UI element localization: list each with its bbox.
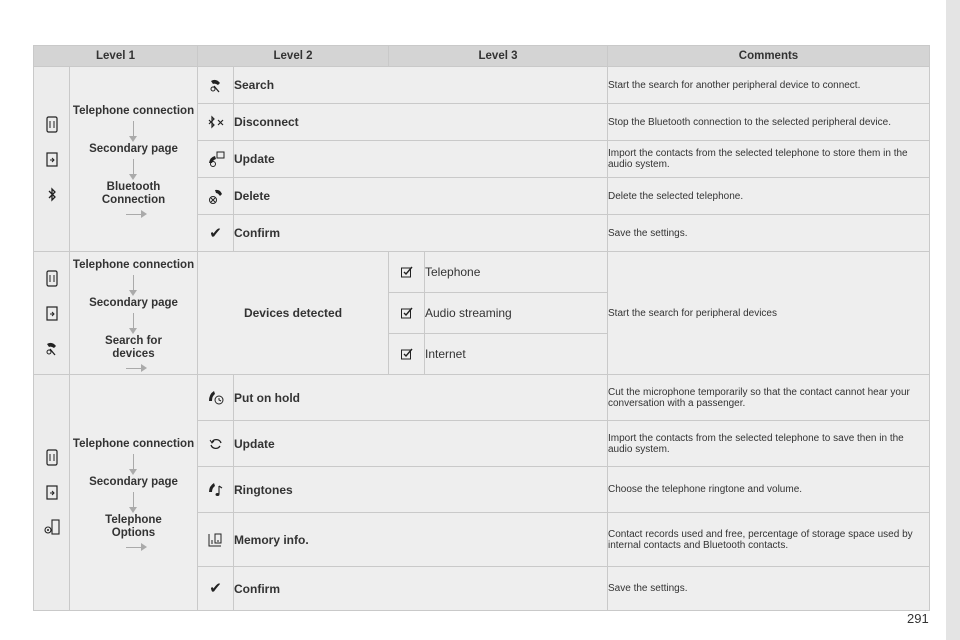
checkmark-icon[interactable]: ✔: [209, 580, 222, 597]
table-row: [34, 67, 930, 104]
row-icon-cell: [198, 513, 234, 567]
ringtone-icon[interactable]: [207, 481, 225, 498]
refresh-icon[interactable]: [207, 435, 225, 452]
option-audio-streaming[interactable]: Audio streaming: [425, 293, 608, 334]
menu-item-confirm[interactable]: Confirm: [234, 215, 608, 252]
header-level-1: Level 1: [34, 46, 198, 67]
phone-update-icon[interactable]: [207, 151, 225, 168]
bluetooth-icon: [43, 186, 61, 203]
checkbox-icon[interactable]: [398, 346, 416, 363]
option-icon-cell: [389, 252, 425, 293]
nav-icon-column: [34, 375, 70, 611]
bluetooth-disconnect-icon[interactable]: [207, 114, 225, 131]
right-arrow-icon: [126, 368, 142, 369]
secondary-page-icon: [43, 305, 61, 322]
page-number: 291: [907, 611, 929, 626]
down-arrow-icon: [133, 492, 134, 508]
menu-item-memory-info[interactable]: Memory info.: [234, 513, 608, 567]
nav-step-telephone-options: Telephone Options: [105, 514, 162, 539]
nav-icon-column: [34, 252, 70, 375]
phone-options-icon: [43, 519, 61, 536]
comment-text: Stop the Bluetooth connection to the selected peripheral device.: [608, 104, 930, 141]
down-arrow-icon: [133, 275, 134, 291]
row-icon-cell: [198, 104, 234, 141]
nav-step-search-for-devices: Search for devices: [105, 334, 162, 360]
comment-text: Save the settings.: [608, 567, 930, 611]
nav-step-secondary-page: Secondary page: [89, 476, 178, 488]
secondary-page-icon: [43, 484, 61, 501]
nav-step-telephone-connection: Telephone connection: [72, 104, 195, 117]
row-icon-cell: [198, 67, 234, 104]
menu-item-disconnect[interactable]: Disconnect: [234, 104, 608, 141]
nav-step-secondary-page: Secondary page: [89, 296, 178, 309]
comment-text: Start the search for another peripheral device to connect.: [608, 67, 930, 104]
comment-text: Import the contacts from the selected telephone to save then in the audio system.: [608, 421, 930, 467]
checkbox-icon[interactable]: [398, 305, 416, 322]
comment-text: Contact records used and free, percentage of storage space used by internal contacts and Bluetooth contacts.: [608, 513, 930, 567]
row-icon-cell: [198, 215, 234, 252]
down-arrow-icon: [133, 313, 134, 329]
phone-connection-icon: [43, 449, 61, 466]
option-telephone[interactable]: Telephone: [425, 252, 608, 293]
down-arrow-icon: [133, 159, 134, 175]
menu-item-ringtones[interactable]: Ringtones: [234, 467, 608, 513]
comment-text: Save the settings.: [608, 215, 930, 252]
comment-text: Choose the telephone ringtone and volume.: [608, 467, 930, 513]
menu-item-delete[interactable]: Delete: [234, 178, 608, 215]
menu-item-update[interactable]: Update: [234, 141, 608, 178]
nav-path-search: [70, 252, 198, 375]
nav-step-bluetooth-connection: Bluetooth Connection: [101, 180, 166, 206]
nav-step-telephone-connection: Telephone connection: [72, 258, 195, 271]
phone-delete-icon[interactable]: [207, 188, 225, 205]
option-icon-cell: [389, 334, 425, 375]
menu-item-search[interactable]: Search: [234, 67, 608, 104]
checkmark-icon[interactable]: ✔: [209, 224, 222, 242]
comment-text: Start the search for peripheral devices: [608, 252, 930, 375]
table-row: [34, 252, 930, 293]
nav-step-telephone-connection: Telephone connection: [72, 438, 195, 450]
header-level-3: Level 3: [389, 46, 608, 67]
row-icon-cell: [198, 567, 234, 611]
nav-path-bluetooth: [70, 67, 198, 252]
search-device-icon: [43, 340, 61, 357]
option-icon-cell: [389, 293, 425, 334]
header-level-2: Level 2: [198, 46, 389, 67]
menu-item-confirm[interactable]: Confirm: [234, 567, 608, 611]
put-on-hold-icon[interactable]: [207, 389, 225, 406]
right-arrow-icon: [126, 547, 142, 548]
down-arrow-icon: [133, 454, 134, 470]
header-row: [34, 46, 930, 67]
row-icon-cell: [198, 141, 234, 178]
row-icon-cell: [198, 467, 234, 513]
comment-text: Cut the microphone temporarily so that the contact cannot hear your conversation with a passenger.: [608, 375, 930, 421]
header-comments: Comments: [608, 46, 930, 67]
phone-connection-icon: [43, 116, 61, 133]
checkbox-icon[interactable]: [398, 264, 416, 281]
row-icon-cell: [198, 178, 234, 215]
comment-text: Import the contacts from the selected telephone to store them in the audio system.: [608, 141, 930, 178]
comment-text: Delete the selected telephone.: [608, 178, 930, 215]
phone-connection-icon: [43, 270, 61, 287]
menu-table: [33, 45, 930, 611]
option-internet[interactable]: Internet: [425, 334, 608, 375]
nav-step-secondary-page: Secondary page: [89, 142, 178, 155]
secondary-page-icon: [43, 151, 61, 168]
row-icon-cell: [198, 421, 234, 467]
page-edge-strip: [946, 0, 960, 640]
nav-icon-column: [34, 67, 70, 252]
down-arrow-icon: [133, 121, 134, 137]
table-row: [34, 375, 930, 421]
nav-path-telephone-options: [70, 375, 198, 611]
devices-detected-label: Devices detected: [198, 252, 389, 375]
row-icon-cell: [198, 375, 234, 421]
menu-item-put-on-hold[interactable]: Put on hold: [234, 375, 608, 421]
menu-item-update[interactable]: Update: [234, 421, 608, 467]
memory-info-icon[interactable]: [207, 531, 225, 548]
search-device-icon[interactable]: [207, 77, 225, 94]
right-arrow-icon: [126, 214, 142, 215]
